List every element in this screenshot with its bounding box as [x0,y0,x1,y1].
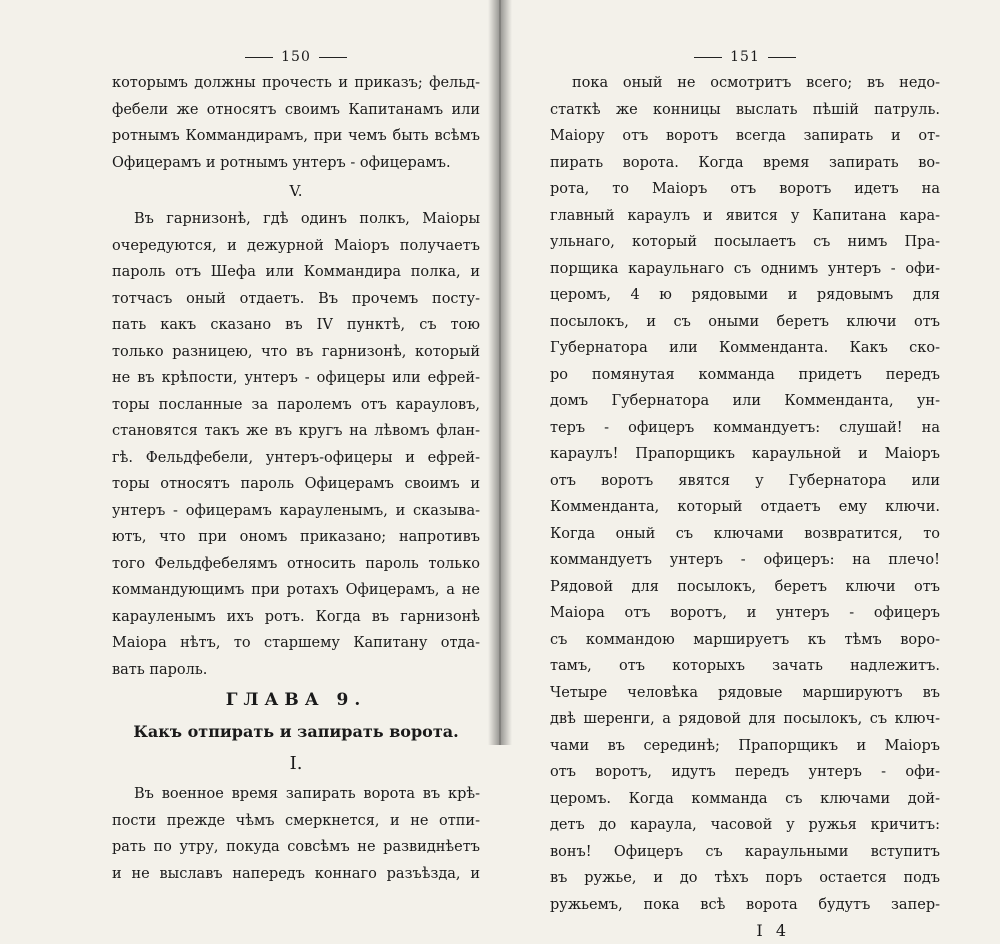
text-line: статкѣ же конницы выслать пѣшій патруль. [550,101,940,118]
paragraph-a [112,70,480,176]
paragraph-right [550,70,940,918]
page-number-left [112,44,480,70]
text-line: церомъ. Когда комманда съ ключами дой- [550,790,940,807]
text-line: пока оный не осмотритъ всего; въ недо- [572,75,940,91]
page-number-label: 150 [281,49,311,65]
text-line: унтеръ - офицерамъ карауленымъ, и сказыва- [112,502,480,519]
text-line: Губернатора или Комменданта. Какъ ско- [550,340,940,356]
text-line: и не выславъ напередъ коннаго разъѣзда, и [112,865,480,882]
text-line: пать какъ сказано въ IV пунктѣ, съ тою [112,317,480,333]
text-line: главный караулъ и явится у Капитана кара- [550,207,940,224]
text-line: чами въ серединѣ; Прапорщикъ и Маіоръ [550,737,940,754]
text-line: тотчасъ оный отдаетъ. Въ прочемъ посту- [112,290,480,307]
text-line: теръ - офицеръ коммандуетъ: слушай! на [550,419,940,436]
subsection-numeral: I. [289,753,303,774]
text-line: ютъ, что при ономъ приказано; напротивъ [112,529,480,545]
text-line: въ ружье, и до тѣхъ поръ остается подъ [550,870,940,886]
paragraph-c [112,781,480,887]
text-line: становятся такъ же въ кругъ на лѣвомъ флан- [112,423,480,439]
left-page [0,0,500,882]
paragraph-b [112,206,480,683]
text-line: торы посланные за паролемъ отъ карауловъ, [112,396,480,413]
text-line: ротнымъ Коммандирамъ, при чемъ быть всѣмъ [112,128,480,144]
text-line: детъ до караула, часовой у ружья кричитъ: [550,817,940,833]
text-line: Рядовой для посылокъ, беретъ ключи отъ [550,578,940,595]
text-line: ульнаго, который посылаетъ съ нимъ Пра- [550,234,940,250]
text-line: Маіору отъ воротъ всегда запирать и от- [550,128,940,144]
text-line: пароль отъ Шефа или Коммандира полка, и [112,264,480,280]
text-line: вать пароль. [112,661,208,678]
section-numeral: V. [289,182,303,200]
text-line: очередуются, и дежурной Маіоръ получаетъ [112,237,480,254]
text-line: порщика караульнаго съ однимъ унтеръ - офи- [550,260,940,277]
text-line: отъ воротъ явятся у Губернатора или [550,472,940,489]
page-number-label: 151 [730,49,760,65]
text-line: Маіора нѣтъ, то старшему Капитану отда- [112,635,480,651]
dash-ornament [694,57,722,58]
text-line: ро помянутая комманда придетъ передъ [550,366,940,383]
text-line: двѣ шеренги, а рядовой для посылокъ, съ ключ- [550,711,940,727]
text-line: посылокъ, и съ оными беретъ ключи отъ [550,313,940,330]
text-line: Въ военное время запирать ворота въ крѣ- [134,786,480,802]
text-line: коммандующимъ при ротахъ Офицерамъ, а не [112,582,480,598]
text-line: отъ воротъ, идутъ передъ унтеръ - офи- [550,764,940,780]
text-line: церомъ, 4 ю рядовыми и рядовымъ для [550,287,940,303]
chapter-heading: ГЛАВА 9. [225,690,367,710]
dash-ornament [319,57,347,58]
text-line: караулъ! Прапорщикъ караульной и Маіоръ [550,446,940,462]
text-line: рать по утру, покуда совсѣмъ не развиднѣетъ [112,839,480,855]
text-line: Офицерамъ и ротнымъ унтеръ - офицерамъ. [112,154,451,171]
book-gutter [488,0,512,745]
text-line: Маіора отъ воротъ, и унтеръ - офицеръ [550,605,940,621]
text-line: Въ гарнизонѣ, гдѣ одинъ полкъ, Маіоры [134,211,480,227]
text-line: домъ Губернатора или Комменданта, ун- [550,393,940,409]
text-line: только разницею, что въ гарнизонѣ, который [112,343,480,360]
text-line: Комменданта, который отдаетъ ему ключи. [550,499,940,515]
text-line: съ коммандою маршируетъ къ тѣмъ воро- [550,631,940,648]
signature-mark: I 4 [756,921,790,940]
text-line: пости прежде чѣмъ смеркнется, и не отпи- [112,812,480,829]
text-line: тамъ, отъ которыхъ зачать надлежитъ. [550,658,940,674]
text-line: фебели же относятъ своимъ Капитанамъ или [112,101,480,118]
chapter-title: Какъ отпирать и запирать ворота. [133,722,459,741]
text-line: вонъ! Офицеръ съ караульными вступитъ [550,843,940,860]
text-line: торы относятъ пароль Офицерамъ своимъ и [112,476,480,492]
dash-ornament [768,57,796,58]
text-line: Когда оный съ ключами возвратится, то [550,525,940,542]
text-line: Четыре человѣка рядовые маршируютъ въ [550,684,940,701]
text-line: которымъ должны прочесть и приказъ; фельд- [112,75,480,91]
text-line: гѣ. Фельдфебели, унтеръ-офицеры и ефрей- [112,449,480,466]
text-line: ружьемъ, пока всѣ ворота будутъ запер- [550,896,940,913]
text-line: того Фельдфебелямъ относить пароль только [112,555,480,572]
right-page [500,0,1000,940]
text-line: коммандуетъ унтеръ - офицеръ: на плечо! [550,552,940,568]
dash-ornament [245,57,273,58]
text-line: карауленымъ ихъ ротъ. Когда въ гарнизонѣ [112,608,480,625]
text-line: пирать ворота. Когда время запирать во- [550,154,940,171]
page-number-right [550,44,940,70]
text-line: рота, то Маіоръ отъ воротъ идетъ на [550,181,940,197]
text-line: не въ крѣпости, унтеръ - офицеры или ефрей- [112,370,480,386]
